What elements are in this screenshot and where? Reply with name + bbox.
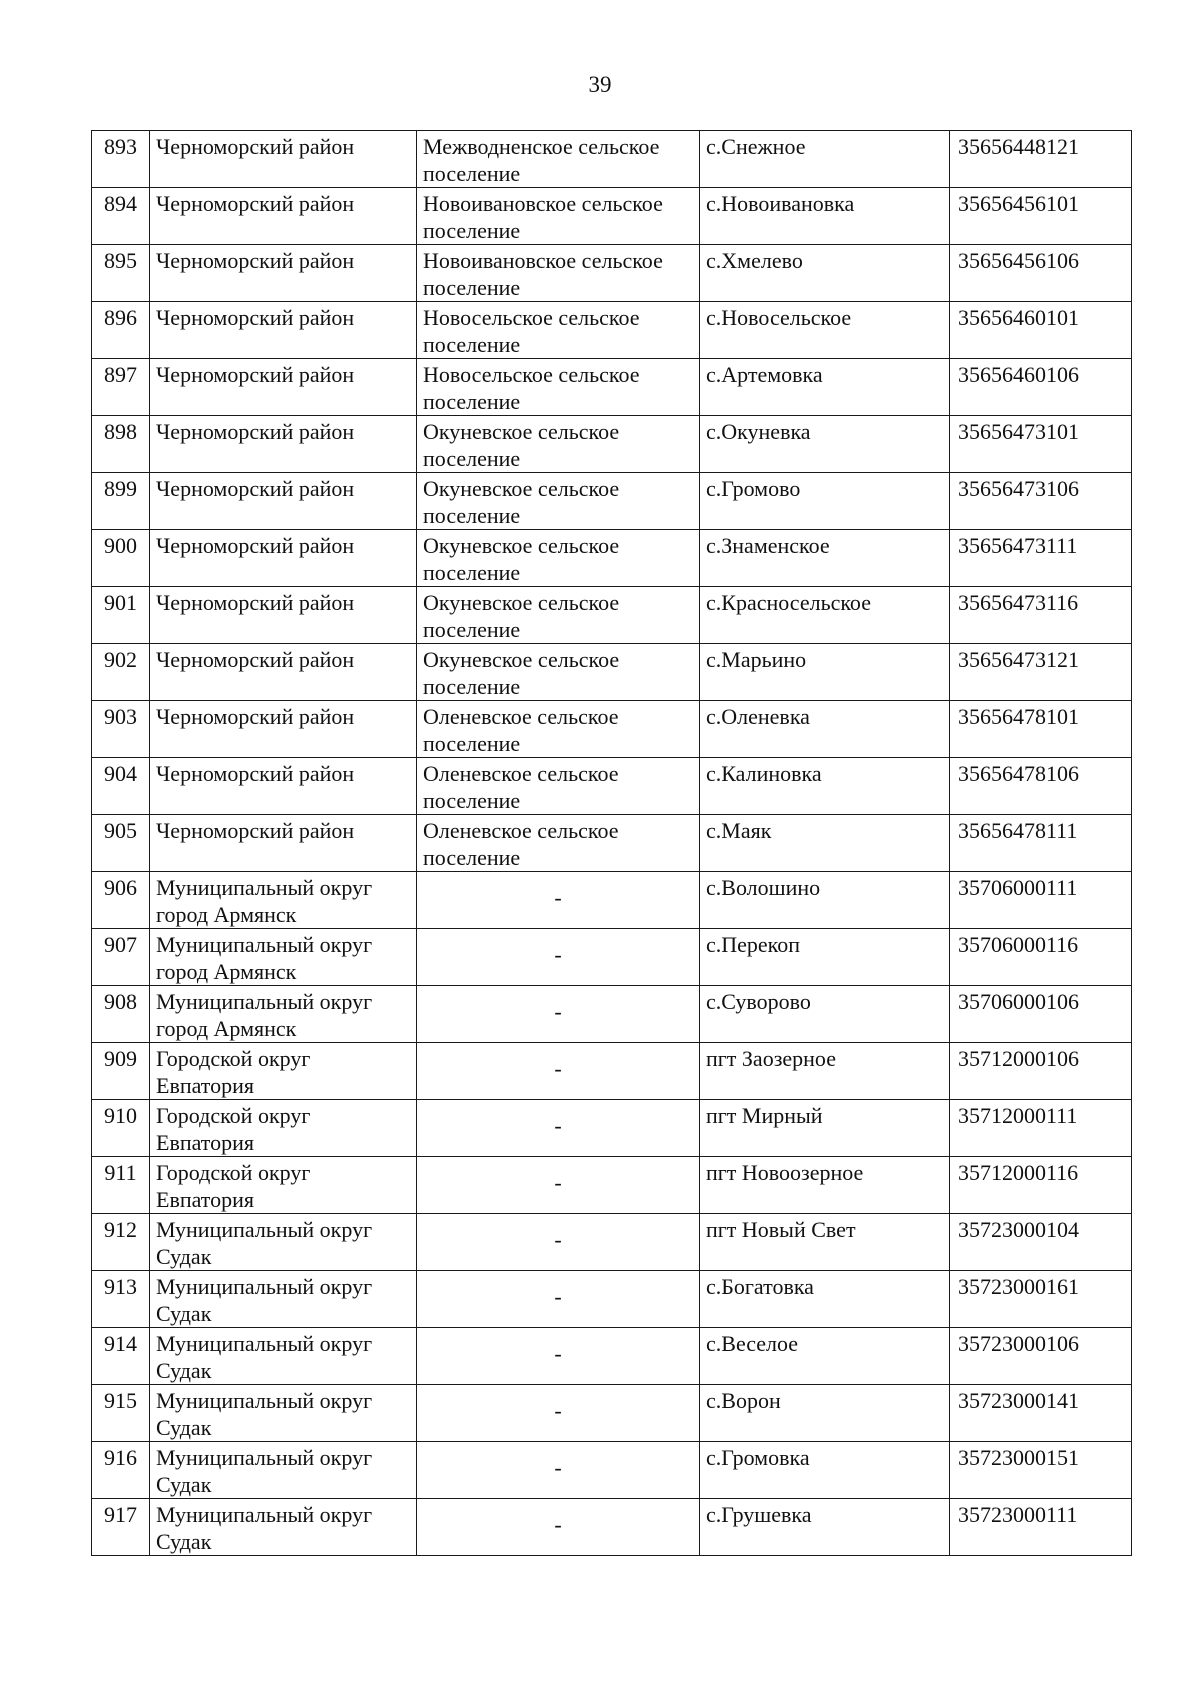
settlement-cell: Оленевское сельское поселение [417,815,700,872]
row-number-cell: 915 [92,1385,150,1442]
row-number-cell: 917 [92,1499,150,1556]
table-row [92,1328,1132,1385]
district-cell: Черноморский район [150,701,417,758]
settlement-cell: Межводненское сельское поселение [417,131,700,188]
district-cell: Муниципальный округ Судак [150,1271,417,1328]
locality-cell: с.Оленевка [700,701,950,758]
locality-cell: пгт Заозерное [700,1043,950,1100]
district-cell: Черноморский район [150,245,417,302]
row-number-cell: 910 [92,1100,150,1157]
row-number-cell: 914 [92,1328,150,1385]
table-row [92,1442,1132,1499]
district-cell: Городской округ Евпатория [150,1157,417,1214]
oktmo-code-cell: 35712000116 [950,1157,1132,1214]
settlement-cell: - [417,1214,700,1271]
district-cell: Муниципальный округ город Армянск [150,929,417,986]
locality-cell: с.Перекоп [700,929,950,986]
locality-cell: с.Знаменское [700,530,950,587]
oktmo-code-cell: 35656460101 [950,302,1132,359]
registry-table-body [92,131,1132,1556]
settlement-cell: Окуневское сельское поселение [417,416,700,473]
district-cell: Черноморский район [150,302,417,359]
table-row [92,587,1132,644]
settlement-cell: Новосельское сельское поселение [417,359,700,416]
table-row [92,359,1132,416]
district-cell: Муниципальный округ Судак [150,1328,417,1385]
oktmo-code-cell: 35656473116 [950,587,1132,644]
district-cell: Городской округ Евпатория [150,1043,417,1100]
oktmo-code-cell: 35656473106 [950,473,1132,530]
district-cell: Муниципальный округ город Армянск [150,872,417,929]
table-row [92,1271,1132,1328]
district-cell: Муниципальный округ Судак [150,1442,417,1499]
locality-cell: с.Калиновка [700,758,950,815]
table-row [92,815,1132,872]
settlement-cell: - [417,1499,700,1556]
settlement-cell: - [417,1328,700,1385]
oktmo-code-cell: 35656478111 [950,815,1132,872]
settlement-cell: Оленевское сельское поселение [417,701,700,758]
settlement-cell: Новоивановское сельское поселение [417,245,700,302]
oktmo-code-cell: 35723000161 [950,1271,1132,1328]
table-row [92,530,1132,587]
settlement-cell: - [417,872,700,929]
oktmo-code-cell: 35706000111 [950,872,1132,929]
district-cell: Черноморский район [150,530,417,587]
locality-cell: с.Волошино [700,872,950,929]
settlement-cell: - [417,929,700,986]
row-number-cell: 895 [92,245,150,302]
table-row [92,1157,1132,1214]
locality-cell: с.Новосельское [700,302,950,359]
district-cell: Черноморский район [150,131,417,188]
oktmo-code-cell: 35723000106 [950,1328,1132,1385]
settlement-cell: Оленевское сельское поселение [417,758,700,815]
row-number-cell: 912 [92,1214,150,1271]
oktmo-code-cell: 35723000141 [950,1385,1132,1442]
district-cell: Черноморский район [150,359,417,416]
locality-cell: с.Хмелево [700,245,950,302]
district-cell: Черноморский район [150,416,417,473]
locality-cell: с.Окуневка [700,416,950,473]
row-number-cell: 896 [92,302,150,359]
table-row [92,1043,1132,1100]
row-number-cell: 893 [92,131,150,188]
settlement-cell: Новоивановское сельское поселение [417,188,700,245]
district-cell: Черноморский район [150,758,417,815]
settlement-cell: Окуневское сельское поселение [417,644,700,701]
row-number-cell: 903 [92,701,150,758]
row-number-cell: 906 [92,872,150,929]
locality-cell: с.Ворон [700,1385,950,1442]
row-number-cell: 913 [92,1271,150,1328]
settlement-cell: Окуневское сельское поселение [417,587,700,644]
row-number-cell: 897 [92,359,150,416]
locality-cell: с.Снежное [700,131,950,188]
locality-cell: с.Новоивановка [700,188,950,245]
settlement-cell: - [417,1271,700,1328]
table-row [92,1214,1132,1271]
table-row [92,188,1132,245]
locality-registry-table [91,130,1132,1556]
district-cell: Городской округ Евпатория [150,1100,417,1157]
row-number-cell: 908 [92,986,150,1043]
district-cell: Черноморский район [150,587,417,644]
oktmo-code-cell: 35723000151 [950,1442,1132,1499]
district-cell: Муниципальный округ Судак [150,1214,417,1271]
settlement-cell: Новосельское сельское поселение [417,302,700,359]
row-number-cell: 902 [92,644,150,701]
table-row [92,473,1132,530]
locality-cell: с.Громовка [700,1442,950,1499]
locality-cell: с.Суворово [700,986,950,1043]
table-row [92,245,1132,302]
district-cell: Муниципальный округ Судак [150,1499,417,1556]
table-row [92,1385,1132,1442]
district-cell: Черноморский район [150,815,417,872]
locality-cell: с.Красносельское [700,587,950,644]
oktmo-code-cell: 35656448121 [950,131,1132,188]
oktmo-code-cell: 35656473121 [950,644,1132,701]
table-row [92,1100,1132,1157]
table-row [92,131,1132,188]
oktmo-code-cell: 35656460106 [950,359,1132,416]
row-number-cell: 894 [92,188,150,245]
table-row [92,644,1132,701]
row-number-cell: 916 [92,1442,150,1499]
locality-cell: с.Марьино [700,644,950,701]
oktmo-code-cell: 35656473101 [950,416,1132,473]
row-number-cell: 899 [92,473,150,530]
locality-cell: пгт Новоозерное [700,1157,950,1214]
page-number: 39 [588,72,612,97]
row-number-cell: 900 [92,530,150,587]
district-cell: Муниципальный округ Судак [150,1385,417,1442]
table-row [92,302,1132,359]
row-number-cell: 898 [92,416,150,473]
locality-cell: с.Грушевка [700,1499,950,1556]
settlement-cell: Окуневское сельское поселение [417,530,700,587]
oktmo-code-cell: 35712000106 [950,1043,1132,1100]
settlement-cell: - [417,1385,700,1442]
district-cell: Черноморский район [150,644,417,701]
row-number-cell: 904 [92,758,150,815]
settlement-cell: - [417,1442,700,1499]
locality-cell: с.Громово [700,473,950,530]
locality-cell: с.Веселое [700,1328,950,1385]
district-cell: Черноморский район [150,188,417,245]
oktmo-code-cell: 35656473111 [950,530,1132,587]
locality-cell: пгт Новый Свет [700,1214,950,1271]
row-number-cell: 911 [92,1157,150,1214]
row-number-cell: 907 [92,929,150,986]
settlement-cell: - [417,1157,700,1214]
settlement-cell: - [417,1100,700,1157]
table-row [92,929,1132,986]
oktmo-code-cell: 35723000104 [950,1214,1132,1271]
table-row [92,416,1132,473]
oktmo-code-cell: 35723000111 [950,1499,1132,1556]
table-row [92,701,1132,758]
settlement-cell: - [417,1043,700,1100]
locality-cell: с.Маяк [700,815,950,872]
row-number-cell: 905 [92,815,150,872]
oktmo-code-cell: 35706000106 [950,986,1132,1043]
oktmo-code-cell: 35656456106 [950,245,1132,302]
oktmo-code-cell: 35656456101 [950,188,1132,245]
row-number-cell: 909 [92,1043,150,1100]
settlement-cell: - [417,986,700,1043]
table-row [92,758,1132,815]
oktmo-code-cell: 35656478106 [950,758,1132,815]
oktmo-code-cell: 35656478101 [950,701,1132,758]
locality-cell: с.Артемовка [700,359,950,416]
oktmo-code-cell: 35706000116 [950,929,1132,986]
table-row [92,872,1132,929]
settlement-cell: Окуневское сельское поселение [417,473,700,530]
table-row [92,986,1132,1043]
oktmo-code-cell: 35712000111 [950,1100,1132,1157]
row-number-cell: 901 [92,587,150,644]
district-cell: Муниципальный округ город Армянск [150,986,417,1043]
district-cell: Черноморский район [150,473,417,530]
locality-cell: пгт Мирный [700,1100,950,1157]
table-row [92,1499,1132,1556]
locality-cell: с.Богатовка [700,1271,950,1328]
